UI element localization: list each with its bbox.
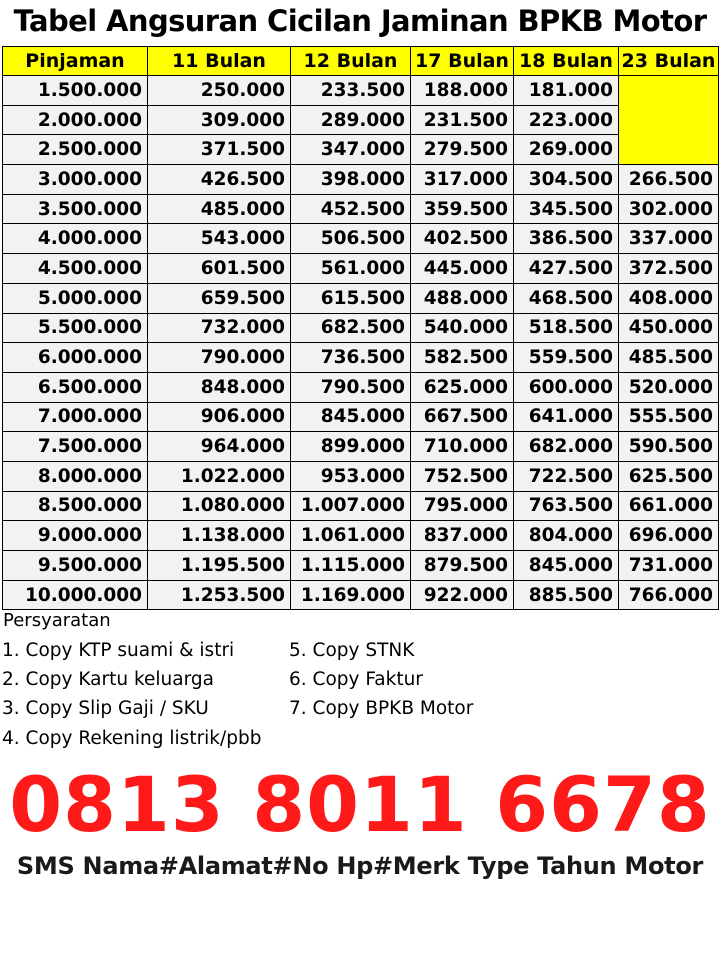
installment-cell: 661.000 [619,491,719,521]
installment-cell: 386.500 [514,224,619,254]
requirement-item: 4. Copy Rekening listrik/pbb [2,728,262,749]
installment-cell: 667.500 [411,402,514,432]
loan-amount-cell: 4.500.000 [3,254,148,284]
installment-cell: 398.000 [291,165,411,195]
installment-cell: 696.000 [619,521,719,551]
installment-cell: 269.000 [514,135,619,165]
loan-amount-cell: 3.500.000 [3,194,148,224]
installment-cell: 347.000 [291,135,411,165]
loan-amount-cell: 5.000.000 [3,283,148,313]
installment-cell: 468.500 [514,283,619,313]
installment-cell: 485.000 [148,194,291,224]
requirement-item: 3. Copy Slip Gaji / SKU [2,698,209,719]
installment-cell: 445.000 [411,254,514,284]
installment-cell: 555.500 [619,402,719,432]
loan-amount-cell: 10.000.000 [3,580,148,610]
installment-cell: 659.500 [148,283,291,313]
table-row [3,461,719,491]
installment-cell: 181.000 [514,76,619,106]
requirement-item: 1. Copy KTP suami & istri [2,640,235,661]
installment-cell: 450.000 [619,313,719,343]
installment-cell: 879.500 [411,551,514,581]
column-header-23-months: 23 Bulan [619,47,719,76]
installment-cell: 304.500 [514,165,619,195]
table-row [3,432,719,462]
installment-cell: 543.000 [148,224,291,254]
loan-amount-cell: 7.500.000 [3,432,148,462]
installment-cell: 452.500 [291,194,411,224]
installment-cell: 345.500 [514,194,619,224]
installment-cell: 845.000 [514,551,619,581]
installment-cell: 600.000 [514,372,619,402]
installment-cell: 682.500 [291,313,411,343]
column-header-18-months: 18 Bulan [514,47,619,76]
installment-cell: 625.000 [411,372,514,402]
installment-cell: 540.000 [411,313,514,343]
loan-amount-cell: 4.000.000 [3,224,148,254]
installment-cell: 337.000 [619,224,719,254]
loan-amount-cell: 8.000.000 [3,461,148,491]
installment-cell: 371.500 [148,135,291,165]
installment-cell: 559.500 [514,343,619,373]
requirement-item: 2. Copy Kartu keluarga [2,669,214,690]
table-row [3,76,719,106]
requirement-item: 7. Copy BPKB Motor [289,698,474,719]
table-row [3,551,719,581]
installment-cell: 408.000 [619,283,719,313]
table-row [3,224,719,254]
installment-cell: 752.500 [411,461,514,491]
installment-cell: 1.253.500 [148,580,291,610]
table-header-row [3,47,719,76]
installment-cell: 1.007.000 [291,491,411,521]
installment-cell: 485.500 [619,343,719,373]
installment-cell: 790.500 [291,372,411,402]
installment-cell: 582.500 [411,343,514,373]
installment-cell: 427.500 [514,254,619,284]
installment-cell: 250.000 [148,76,291,106]
installment-cell: 590.500 [619,432,719,462]
loan-amount-cell: 3.000.000 [3,165,148,195]
table-row [3,521,719,551]
loan-amount-cell: 5.500.000 [3,313,148,343]
page-title: Tabel Angsuran Cicilan Jaminan BPKB Motor [13,4,707,38]
loan-amount-cell: 6.500.000 [3,372,148,402]
installment-cell: 906.000 [148,402,291,432]
installment-cell: 1.080.000 [148,491,291,521]
installment-cell: 848.000 [148,372,291,402]
installment-cell: 188.000 [411,76,514,106]
loan-amount-cell: 2.500.000 [3,135,148,165]
installment-cell: 302.000 [619,194,719,224]
installment-cell: 682.000 [514,432,619,462]
installment-cell: 1.138.000 [148,521,291,551]
installment-cell: 309.000 [148,105,291,135]
column-header-11-months: 11 Bulan [148,47,291,76]
installment-cell: 722.500 [514,461,619,491]
table-row [3,343,719,373]
installment-table [2,46,719,610]
table-row [3,402,719,432]
installment-cell: 518.500 [514,313,619,343]
installment-cell: 426.500 [148,165,291,195]
column-header-12-months: 12 Bulan [291,47,411,76]
installment-cell: 641.000 [514,402,619,432]
installment-cell: 732.000 [148,313,291,343]
loan-amount-cell: 2.000.000 [3,105,148,135]
column-header-17-months: 17 Bulan [411,47,514,76]
installment-cell: 763.500 [514,491,619,521]
installment-cell: 1.169.000 [291,580,411,610]
loan-amount-cell: 9.500.000 [3,551,148,581]
installment-cell: 506.500 [291,224,411,254]
table-row [3,254,719,284]
installment-cell: 561.000 [291,254,411,284]
installment-cell: 736.500 [291,343,411,373]
installment-cell: 837.000 [411,521,514,551]
table-row [3,283,719,313]
installment-cell: 790.000 [148,343,291,373]
table-row [3,165,719,195]
installment-cell: 233.500 [291,76,411,106]
installment-cell: 845.000 [291,402,411,432]
installment-cell: 223.000 [514,105,619,135]
installment-cell: 402.500 [411,224,514,254]
installment-cell: 359.500 [411,194,514,224]
installment-cell: 266.500 [619,165,719,195]
installment-cell: 1.195.500 [148,551,291,581]
installment-cell: 372.500 [619,254,719,284]
phone-number: 0813 8011 6678 [9,760,711,849]
loan-amount-cell: 6.000.000 [3,343,148,373]
installment-cell: 710.000 [411,432,514,462]
column-header-loan: Pinjaman [3,47,148,76]
installment-cell: 1.115.000 [291,551,411,581]
loan-amount-cell: 8.500.000 [3,491,148,521]
installment-cell: 231.500 [411,105,514,135]
requirement-item: 5. Copy STNK [289,640,415,661]
empty-cell [619,76,719,165]
installment-cell: 615.500 [291,283,411,313]
installment-cell: 766.000 [619,580,719,610]
installment-cell: 899.000 [291,432,411,462]
installment-cell: 520.000 [619,372,719,402]
installment-cell: 795.000 [411,491,514,521]
installment-cell: 922.000 [411,580,514,610]
table-row [3,194,719,224]
installment-cell: 289.000 [291,105,411,135]
loan-amount-cell: 1.500.000 [3,76,148,106]
installment-cell: 804.000 [514,521,619,551]
installment-cell: 601.500 [148,254,291,284]
installment-cell: 885.500 [514,580,619,610]
loan-amount-cell: 7.000.000 [3,402,148,432]
installment-cell: 1.022.000 [148,461,291,491]
installment-cell: 964.000 [148,432,291,462]
sms-format-instructions: SMS Nama#Alamat#No Hp#Merk Type Tahun Motor [16,852,704,880]
loan-amount-cell: 9.000.000 [3,521,148,551]
requirement-item: 6. Copy Faktur [289,669,423,690]
installment-cell: 625.500 [619,461,719,491]
table-row [3,105,719,135]
table-row [3,372,719,402]
requirements-title: Persyaratan [3,610,111,631]
installment-cell: 1.061.000 [291,521,411,551]
table-row [3,313,719,343]
installment-cell: 279.500 [411,135,514,165]
table-row [3,580,719,610]
installment-cell: 488.000 [411,283,514,313]
table-row [3,491,719,521]
table-body [3,76,719,610]
installment-cell: 953.000 [291,461,411,491]
installment-cell: 317.000 [411,165,514,195]
table-row [3,135,719,165]
installment-cell: 731.000 [619,551,719,581]
